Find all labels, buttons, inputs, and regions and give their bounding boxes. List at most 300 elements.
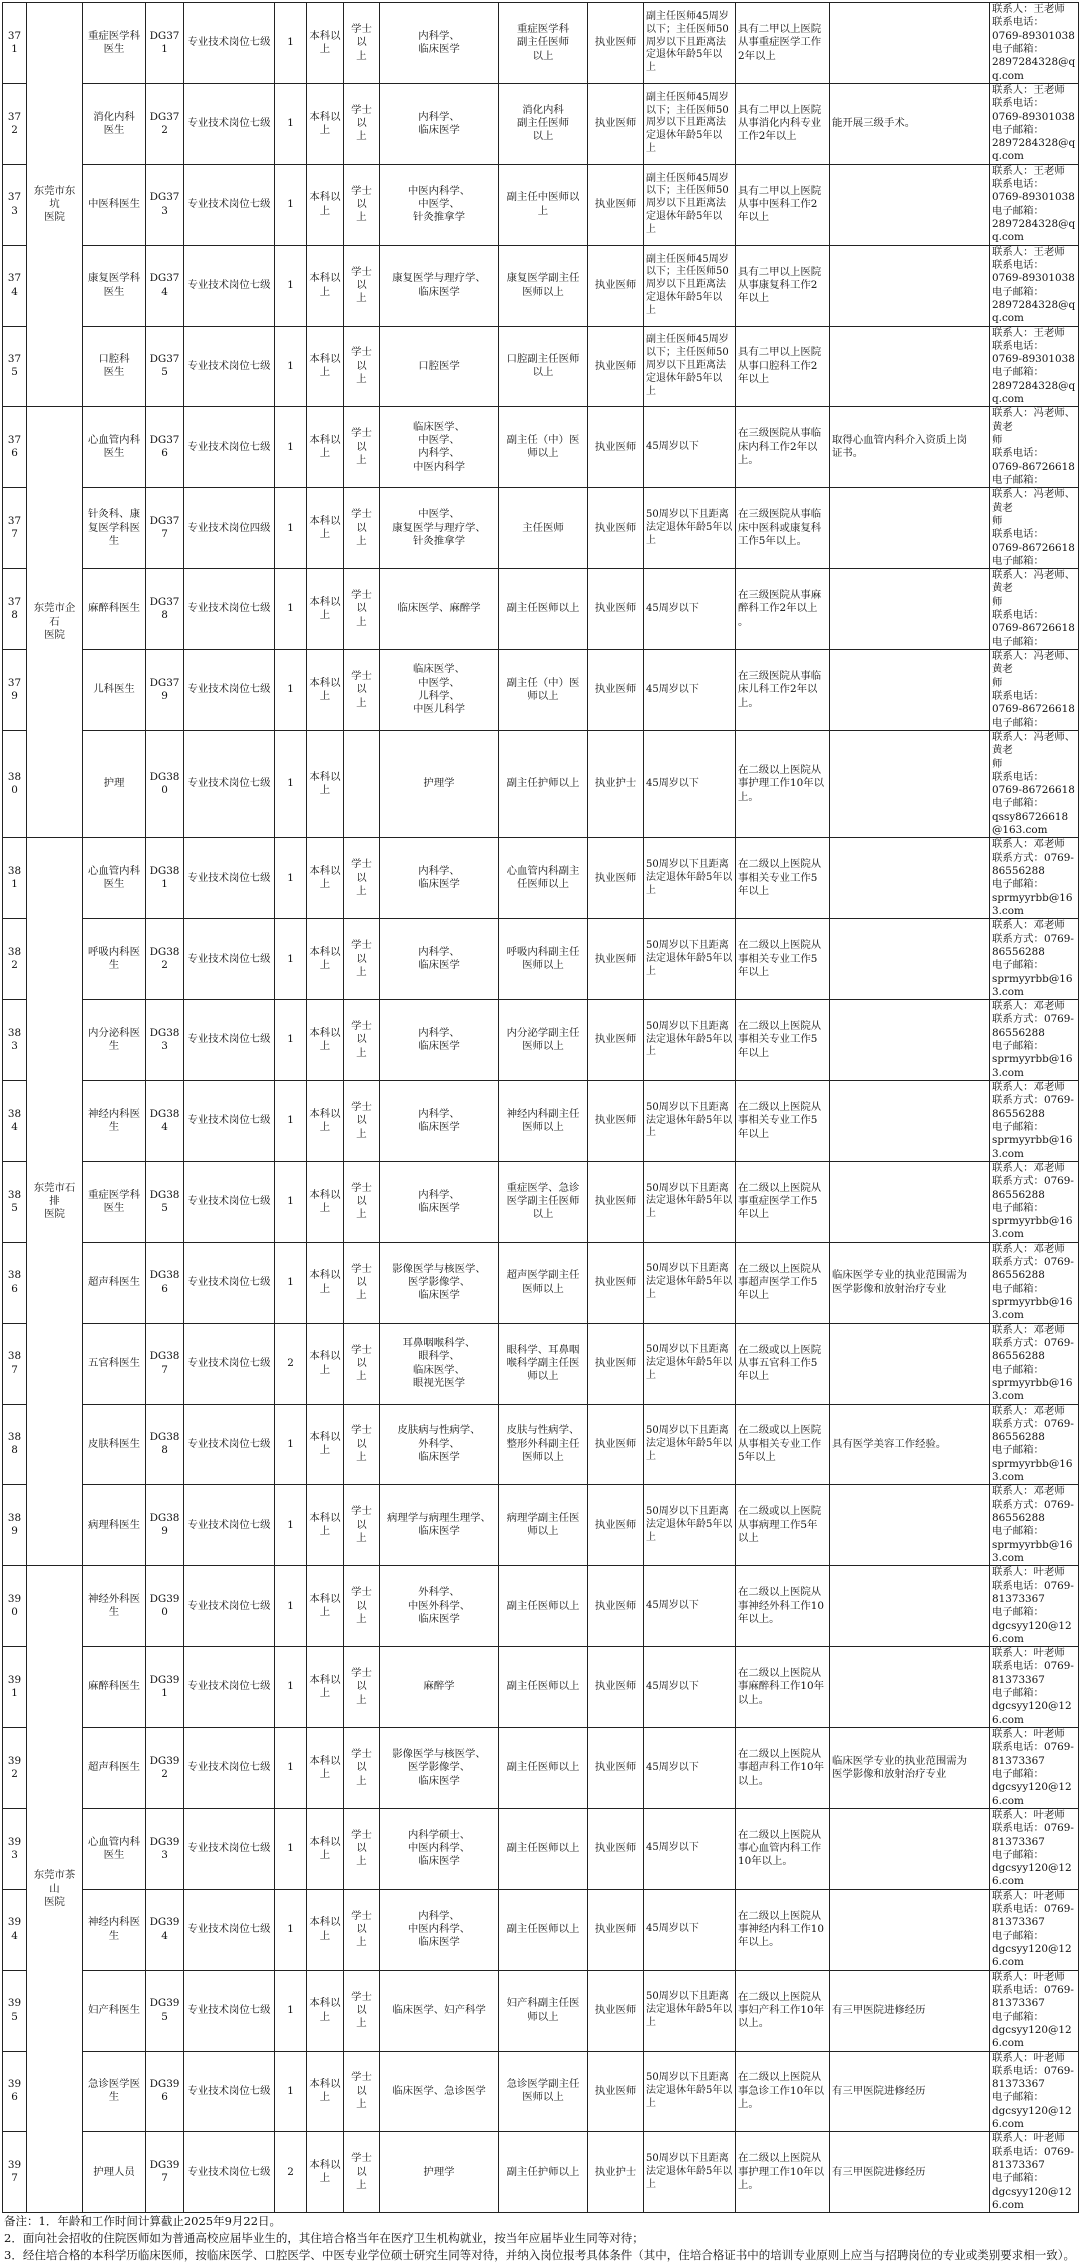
major: 内科学、 中医内科学、 临床医学: [380, 1889, 499, 1970]
contact-info: 联系人：冯老师、黄老 师 联系电话： 0769-86726618 电子邮箱：: [990, 488, 1079, 569]
degree: 学士以 上: [344, 83, 380, 164]
other-requirement: 具有医学美容工作经验。: [830, 1404, 990, 1485]
department: 内分泌科医 生: [83, 1000, 146, 1081]
row-number: 392: [3, 1728, 27, 1809]
department: 五官科医生: [83, 1323, 146, 1404]
position-code: DG381: [146, 838, 184, 919]
major: 临床医学、 中医学、 内科学、 中医内科学: [380, 407, 499, 488]
qualification: 执业护士: [588, 2132, 644, 2213]
position-code: DG394: [146, 1889, 184, 1970]
qualification: 执业医师: [588, 838, 644, 919]
degree: 学士以 上: [344, 1081, 380, 1162]
professional-title: 主任医师: [499, 488, 588, 569]
other-requirement: [830, 1081, 990, 1162]
position-level: 专业技术岗位四级: [184, 488, 275, 569]
qualification: 执业医师: [588, 1808, 644, 1889]
position-level: 专业技术岗位七级: [184, 1889, 275, 1970]
age-requirement: 50周岁以下且距离 法定退休年龄5年以 上: [644, 1323, 736, 1404]
major: 影像医学与核医学、 医学影像学、 临床医学: [380, 1728, 499, 1809]
experience-requirement: 在二级以上医院从 事超声科工作10年 以上。: [736, 1728, 830, 1809]
contact-info: 联系人：邓老师 联系方式：0769- 86556288 电子邮箱： sprmyyrbb@163.com: [990, 1161, 1079, 1242]
headcount: 1: [275, 838, 307, 919]
department: 消化内科 医生: [83, 83, 146, 164]
position-code: DG396: [146, 2051, 184, 2132]
major: 内科学、 临床医学: [380, 1000, 499, 1081]
department: 皮肤科医生: [83, 1404, 146, 1485]
other-requirement: [830, 838, 990, 919]
major: 临床医学、麻醉学: [380, 569, 499, 650]
department: 病理科医生: [83, 1485, 146, 1566]
position-level: 专业技术岗位七级: [184, 1566, 275, 1647]
headcount: 1: [275, 1889, 307, 1970]
headcount: 1: [275, 1728, 307, 1809]
experience-requirement: 在二级以上医院从 事神经外科工作10 年以上。: [736, 1566, 830, 1647]
contact-info: 联系人：邓老师 联系方式：0769- 86556288 电子邮箱： sprmyyrbb@163.com: [990, 1242, 1079, 1323]
degree: 学士以 上: [344, 919, 380, 1000]
position-code: DG380: [146, 730, 184, 838]
qualification: 执业医师: [588, 1970, 644, 2051]
department: 妇产科医生: [83, 1970, 146, 2051]
professional-title: 皮肤与性病学、 整形外科副主任 医师以上: [499, 1404, 588, 1485]
other-requirement: [830, 3, 990, 84]
education: 本科以 上: [307, 919, 344, 1000]
position-code: DG384: [146, 1081, 184, 1162]
experience-requirement: 具有二甲以上医院 从事消化内科专业 工作2年以上: [736, 83, 830, 164]
headcount: 1: [275, 245, 307, 326]
education: 本科以 上: [307, 838, 344, 919]
major: 病理学与病理生理学、 临床医学: [380, 1485, 499, 1566]
row-number: 390: [3, 1566, 27, 1647]
qualification: 执业医师: [588, 1647, 644, 1728]
age-requirement: 45周岁以下: [644, 650, 736, 731]
degree: 学士以 上: [344, 488, 380, 569]
row-number: 375: [3, 326, 27, 407]
headcount: 1: [275, 1970, 307, 2051]
age-requirement: 45周岁以下: [644, 1728, 736, 1809]
education: 本科以 上: [307, 1889, 344, 1970]
degree: 学士以 上: [344, 2051, 380, 2132]
education: 本科以 上: [307, 1404, 344, 1485]
row-number: 394: [3, 1889, 27, 1970]
department: 护理: [83, 730, 146, 838]
position-level: 专业技术岗位七级: [184, 407, 275, 488]
position-level: 专业技术岗位七级: [184, 1970, 275, 2051]
hospital-name: 东莞市茶山 医院: [27, 1566, 83, 2213]
other-requirement: [830, 1161, 990, 1242]
position-level: 专业技术岗位七级: [184, 838, 275, 919]
professional-title: 心血管内科副主 任医师以上: [499, 838, 588, 919]
major: 耳鼻咽喉科学、 眼科学、 临床医学、 眼视光医学: [380, 1323, 499, 1404]
degree: 学士以 上: [344, 1323, 380, 1404]
table-row: [3, 1485, 1079, 1566]
department: 急诊医学医 生: [83, 2051, 146, 2132]
age-requirement: 50周岁以下且距离 法定退休年龄5年以 上: [644, 488, 736, 569]
department: 神经内科医 生: [83, 1889, 146, 1970]
headcount: 1: [275, 569, 307, 650]
position-level: 专业技术岗位七级: [184, 2132, 275, 2213]
contact-info: 联系人：王老师 联系电话： 0769-89301038 电子邮箱： 2897284328@qq.com: [990, 164, 1079, 245]
experience-requirement: 在二级以上医院从 事护理工作10年以 上。: [736, 2132, 830, 2213]
row-number: 380: [3, 730, 27, 838]
age-requirement: 45周岁以下: [644, 569, 736, 650]
table-row: [3, 1566, 1079, 1647]
experience-requirement: 在二级以上医院从 事急诊工作10年以 上。: [736, 2051, 830, 2132]
hospital-name: 东莞市企石 医院: [27, 407, 83, 838]
headcount: 1: [275, 3, 307, 84]
education: 本科以 上: [307, 1081, 344, 1162]
headcount: 2: [275, 1323, 307, 1404]
age-requirement: 50周岁以下且距离 法定退休年龄5年以 上: [644, 1161, 736, 1242]
row-number: 387: [3, 1323, 27, 1404]
education: 本科以 上: [307, 1242, 344, 1323]
position-level: 专业技术岗位七级: [184, 1323, 275, 1404]
major: 临床医学、妇产科学: [380, 1970, 499, 2051]
department: 口腔科 医生: [83, 326, 146, 407]
table-row: [3, 2132, 1079, 2213]
department: 心血管内科 医生: [83, 1808, 146, 1889]
professional-title: 康复医学副主任 医师以上: [499, 245, 588, 326]
degree: 学士以 上: [344, 1889, 380, 1970]
experience-requirement: 具有二甲以上医院 从事重症医学工作 2年以上: [736, 3, 830, 84]
professional-title: 神经内科副主任 医师以上: [499, 1081, 588, 1162]
row-number: 397: [3, 2132, 27, 2213]
contact-info: 联系人：邓老师 联系方式：0769- 86556288 电子邮箱： sprmyyrbb@163.com: [990, 1081, 1079, 1162]
row-number: 376: [3, 407, 27, 488]
position-code: DG393: [146, 1808, 184, 1889]
headcount: 1: [275, 1242, 307, 1323]
position-level: 专业技术岗位七级: [184, 730, 275, 838]
table-row: [3, 650, 1079, 731]
position-code: DG378: [146, 569, 184, 650]
headcount: 1: [275, 1000, 307, 1081]
qualification: 执业医师: [588, 569, 644, 650]
table-row: [3, 1323, 1079, 1404]
degree: 学士以 上: [344, 1808, 380, 1889]
headcount: 2: [275, 2132, 307, 2213]
experience-requirement: 具有二甲以上医院 从事康复科工作2 年以上: [736, 245, 830, 326]
contact-info: 联系人：叶老师 联系电话：0769- 81373367 电子邮箱： dgcsyy120@126.com: [990, 1728, 1079, 1809]
contact-info: 联系人：叶老师 联系电话：0769- 81373367 电子邮箱： dgcsyy120@126.com: [990, 1970, 1079, 2051]
other-requirement: [830, 1647, 990, 1728]
table-row: [3, 1889, 1079, 1970]
major: 护理学: [380, 2132, 499, 2213]
department: 心血管内科 医生: [83, 407, 146, 488]
department: 针灸科、康 复医学科医 生: [83, 488, 146, 569]
position-code: DG385: [146, 1161, 184, 1242]
other-requirement: [830, 919, 990, 1000]
recruitment-table: [2, 2, 1079, 2213]
row-number: 372: [3, 83, 27, 164]
row-number: 383: [3, 1000, 27, 1081]
table-row: [3, 1647, 1079, 1728]
experience-requirement: 在二级或以上医院 从事五官科工作5 年以上: [736, 1323, 830, 1404]
major: 康复医学与理疗学、 临床医学: [380, 245, 499, 326]
education: 本科以 上: [307, 1000, 344, 1081]
major: 内科学、 临床医学: [380, 838, 499, 919]
major: 内科学、 临床医学: [380, 3, 499, 84]
other-requirement: [830, 650, 990, 731]
contact-info: 联系人：邓老师 联系方式：0769- 86556288 电子邮箱： sprmyyrbb@163.com: [990, 1000, 1079, 1081]
position-code: DG371: [146, 3, 184, 84]
position-code: DG372: [146, 83, 184, 164]
qualification: 执业医师: [588, 1081, 644, 1162]
position-code: DG382: [146, 919, 184, 1000]
position-code: DG379: [146, 650, 184, 731]
position-level: 专业技术岗位七级: [184, 245, 275, 326]
major: 内科学、 临床医学: [380, 1161, 499, 1242]
professional-title: 副主任医师以上: [499, 569, 588, 650]
professional-title: 副主任医师以上: [499, 1889, 588, 1970]
qualification: 执业医师: [588, 164, 644, 245]
department: 护理人员: [83, 2132, 146, 2213]
row-number: 382: [3, 919, 27, 1000]
contact-info: 联系人：冯老师、黄老 师 联系电话： 0769-86726618 电子邮箱：: [990, 569, 1079, 650]
major: 中医学、 康复医学与理疗学、 针灸推拿学: [380, 488, 499, 569]
row-number: 391: [3, 1647, 27, 1728]
table-row: [3, 569, 1079, 650]
professional-title: 眼科学、耳鼻咽 喉科学副主任医 师以上: [499, 1323, 588, 1404]
table-row: [3, 245, 1079, 326]
row-number: 384: [3, 1081, 27, 1162]
professional-title: 呼吸内科副主任 医师以上: [499, 919, 588, 1000]
department: 神经内科医 生: [83, 1081, 146, 1162]
qualification: 执业医师: [588, 1485, 644, 1566]
experience-requirement: 在三级医院从事临 床儿科工作2年以 上。: [736, 650, 830, 731]
degree: 学士以 上: [344, 1404, 380, 1485]
other-requirement: 临床医学专业的执业范围需为 医学影像和放射治疗专业: [830, 1242, 990, 1323]
experience-requirement: 在二级或以上医院 从事病理工作5年 以上: [736, 1485, 830, 1566]
table-row: [3, 3, 1079, 84]
other-requirement: 能开展三级手术。: [830, 83, 990, 164]
row-number: 389: [3, 1485, 27, 1566]
position-code: DG389: [146, 1485, 184, 1566]
age-requirement: 45周岁以下: [644, 1566, 736, 1647]
qualification: 执业医师: [588, 1889, 644, 1970]
degree: 学士以 上: [344, 1566, 380, 1647]
education: 本科以 上: [307, 569, 344, 650]
headcount: 1: [275, 650, 307, 731]
position-code: DG377: [146, 488, 184, 569]
major: 临床医学、急诊医学: [380, 2051, 499, 2132]
age-requirement: 45周岁以下: [644, 730, 736, 838]
row-number: 386: [3, 1242, 27, 1323]
professional-title: 重症医学、急诊 医学副主任医师 以上: [499, 1161, 588, 1242]
professional-title: 副主任医师以上: [499, 1728, 588, 1809]
qualification: 执业医师: [588, 1728, 644, 1809]
degree: 学士以 上: [344, 3, 380, 84]
degree: 学士以 上: [344, 326, 380, 407]
major: 内科学、 临床医学: [380, 919, 499, 1000]
professional-title: 副主任医师以上: [499, 1647, 588, 1728]
department: 麻醉科医生: [83, 1647, 146, 1728]
degree: 学士以 上: [344, 2132, 380, 2213]
contact-info: 联系人：邓老师 联系方式：0769- 86556288 电子邮箱： sprmyyrbb@163.com: [990, 1323, 1079, 1404]
position-code: DG390: [146, 1566, 184, 1647]
headcount: 1: [275, 1404, 307, 1485]
headcount: 1: [275, 488, 307, 569]
age-requirement: 副主任医师45周岁 以下；主任医师50 周岁以下且距离法 定退休年龄5年以 上: [644, 3, 736, 84]
qualification: 执业医师: [588, 83, 644, 164]
position-level: 专业技术岗位七级: [184, 650, 275, 731]
contact-info: 联系人：王老师 联系电话： 0769-89301038 电子邮箱： 2897284328@qq.com: [990, 245, 1079, 326]
qualification: 执业医师: [588, 245, 644, 326]
position-code: DG395: [146, 1970, 184, 2051]
table-row: [3, 919, 1079, 1000]
experience-requirement: 在三级医院从事麻 醉科工作2年以上 。: [736, 569, 830, 650]
experience-requirement: 在二级以上医院从 事相关专业工作5 年以上: [736, 1000, 830, 1081]
education: 本科以 上: [307, 488, 344, 569]
age-requirement: 50周岁以下且距离 法定退休年龄5年以 上: [644, 2051, 736, 2132]
education: 本科以 上: [307, 1161, 344, 1242]
experience-requirement: 在二级以上医院从 事心血管内科工作 10年以上。: [736, 1808, 830, 1889]
headcount: 1: [275, 164, 307, 245]
contact-info: 联系人：叶老师 联系电话：0769- 81373367 电子邮箱： dgcsyy120@126.com: [990, 1889, 1079, 1970]
experience-requirement: 具有二甲以上医院 从事中医科工作2 年以上: [736, 164, 830, 245]
position-code: DG376: [146, 407, 184, 488]
age-requirement: 50周岁以下且距离 法定退休年龄5年以 上: [644, 1970, 736, 2051]
qualification: 执业医师: [588, 1242, 644, 1323]
table-row: [3, 1728, 1079, 1809]
department: 儿科医生: [83, 650, 146, 731]
education: 本科以 上: [307, 2051, 344, 2132]
professional-title: 副主任医师以上: [499, 1808, 588, 1889]
age-requirement: 50周岁以下且距离 法定退休年龄5年以 上: [644, 919, 736, 1000]
hospital-name: 东莞市石排 医院: [27, 838, 83, 1566]
position-code: DG387: [146, 1323, 184, 1404]
age-requirement: 50周岁以下且距离 法定退休年龄5年以 上: [644, 1485, 736, 1566]
table-row: [3, 1242, 1079, 1323]
note-3: 3．经住培合格的本科学历临床医师，按临床医学、口腔医学、中医专业学位硕士研究生同等对待，并纳入岗位报考具体条件（其中，住培合格证书中的培训专业原则上应当与招聘岗位的专业或类别要求相一致）。: [4, 2247, 1076, 2262]
education: 本科以 上: [307, 83, 344, 164]
department: 呼吸内科医 生: [83, 919, 146, 1000]
qualification: 执业医师: [588, 650, 644, 731]
other-requirement: [830, 1808, 990, 1889]
major: 麻醉学: [380, 1647, 499, 1728]
table-row: [3, 164, 1079, 245]
education: 本科以 上: [307, 245, 344, 326]
other-requirement: 取得心血管内科介入资质上岗 证书。: [830, 407, 990, 488]
headcount: 1: [275, 1647, 307, 1728]
education: 本科以 上: [307, 164, 344, 245]
qualification: 执业医师: [588, 1323, 644, 1404]
professional-title: 病理学副主任医 师以上: [499, 1485, 588, 1566]
other-requirement: [830, 1000, 990, 1081]
major: 中医内科学、 中医学、 针灸推拿学: [380, 164, 499, 245]
education: 本科以 上: [307, 1728, 344, 1809]
other-requirement: [830, 1566, 990, 1647]
other-requirement: 有三甲医院进修经历: [830, 1970, 990, 2051]
other-requirement: [830, 1323, 990, 1404]
headcount: 1: [275, 407, 307, 488]
contact-info: 联系人：冯老师、黄老 师 联系电话： 0769-86726618 电子邮箱： qssy86726618@163.com: [990, 730, 1079, 838]
contact-info: 联系人：叶老师 联系电话：0769- 81373367 电子邮箱： dgcsyy120@126.com: [990, 1808, 1079, 1889]
other-requirement: [830, 1485, 990, 1566]
degree: 学士以 上: [344, 1242, 380, 1323]
professional-title: 急诊医学副主任 医师以上: [499, 2051, 588, 2132]
position-level: 专业技术岗位七级: [184, 83, 275, 164]
row-number: 373: [3, 164, 27, 245]
row-number: 385: [3, 1161, 27, 1242]
department: 重症医学科 医生: [83, 1161, 146, 1242]
qualification: 执业医师: [588, 2051, 644, 2132]
degree: [344, 730, 380, 838]
row-number: 388: [3, 1404, 27, 1485]
professional-title: 妇产科副主任医 师以上: [499, 1970, 588, 2051]
age-requirement: 45周岁以下: [644, 1889, 736, 1970]
position-code: DG392: [146, 1728, 184, 1809]
headcount: 1: [275, 1161, 307, 1242]
table-row: [3, 1970, 1079, 2051]
education: 本科以 上: [307, 1647, 344, 1728]
degree: 学士以 上: [344, 1970, 380, 2051]
headcount: 1: [275, 730, 307, 838]
professional-title: 副主任护师以上: [499, 2132, 588, 2213]
age-requirement: 45周岁以下: [644, 407, 736, 488]
contact-info: 联系人：冯老师、黄老 师 联系电话： 0769-86726618 电子邮箱：: [990, 650, 1079, 731]
contact-info: 联系人：邓老师 联系方式：0769- 86556288 电子邮箱： sprmyyrbb@163.com: [990, 838, 1079, 919]
professional-title: 消化内科 副主任医师 以上: [499, 83, 588, 164]
education: 本科以 上: [307, 2132, 344, 2213]
professional-title: 副主任中医师以 上: [499, 164, 588, 245]
age-requirement: 副主任医师45周岁 以下；主任医师50 周岁以下且距离法 定退休年龄5年以 上: [644, 245, 736, 326]
table-row: [3, 407, 1079, 488]
department: 神经外科医 生: [83, 1566, 146, 1647]
headcount: 1: [275, 919, 307, 1000]
position-code: DG386: [146, 1242, 184, 1323]
qualification: 执业医师: [588, 1161, 644, 1242]
headcount: 1: [275, 326, 307, 407]
position-code: DG397: [146, 2132, 184, 2213]
row-number: 377: [3, 488, 27, 569]
row-number: 371: [3, 3, 27, 84]
contact-info: 联系人：邓老师 联系方式：0769- 86556288 电子邮箱： sprmyyrbb@163.com: [990, 919, 1079, 1000]
age-requirement: 50周岁以下且距离 法定退休年龄5年以 上: [644, 1404, 736, 1485]
age-requirement: 50周岁以下且距离 法定退休年龄5年以 上: [644, 1242, 736, 1323]
experience-requirement: 在二级或以上医院 从事相关专业工作 5年以上: [736, 1404, 830, 1485]
contact-info: 联系人：叶老师 联系电话：0769- 81373367 电子邮箱： dgcsyy120@126.com: [990, 1647, 1079, 1728]
table-row: [3, 1808, 1079, 1889]
position-level: 专业技术岗位七级: [184, 1808, 275, 1889]
qualification: 执业医师: [588, 1404, 644, 1485]
position-level: 专业技术岗位七级: [184, 326, 275, 407]
other-requirement: [830, 245, 990, 326]
professional-title: 超声医学副主任 医师以上: [499, 1242, 588, 1323]
headcount: 1: [275, 83, 307, 164]
position-level: 专业技术岗位七级: [184, 1404, 275, 1485]
department: 麻醉科医生: [83, 569, 146, 650]
other-requirement: [830, 569, 990, 650]
degree: 学士以 上: [344, 407, 380, 488]
professional-title: 口腔副主任医师 以上: [499, 326, 588, 407]
contact-info: 联系人：冯老师、黄老 师 联系电话： 0769-86726618 电子邮箱：: [990, 407, 1079, 488]
education: 本科以 上: [307, 1808, 344, 1889]
qualification: 执业医师: [588, 919, 644, 1000]
headcount: 1: [275, 2051, 307, 2132]
contact-info: 联系人：叶老师 联系电话：0769- 81373367 电子邮箱： dgcsyy120@126.com: [990, 1566, 1079, 1647]
age-requirement: 50周岁以下且距离 法定退休年龄5年以 上: [644, 1000, 736, 1081]
position-level: 专业技术岗位七级: [184, 1647, 275, 1728]
department: 康复医学科 医生: [83, 245, 146, 326]
degree: 学士以 上: [344, 1485, 380, 1566]
position-code: DG383: [146, 1000, 184, 1081]
position-level: 专业技术岗位七级: [184, 2051, 275, 2132]
age-requirement: 副主任医师45周岁 以下；主任医师50 周岁以下且距离法 定退休年龄5年以 上: [644, 83, 736, 164]
education: 本科以 上: [307, 407, 344, 488]
position-level: 专业技术岗位七级: [184, 1728, 275, 1809]
row-number: 393: [3, 1808, 27, 1889]
headcount: 1: [275, 1485, 307, 1566]
table-row: [3, 326, 1079, 407]
